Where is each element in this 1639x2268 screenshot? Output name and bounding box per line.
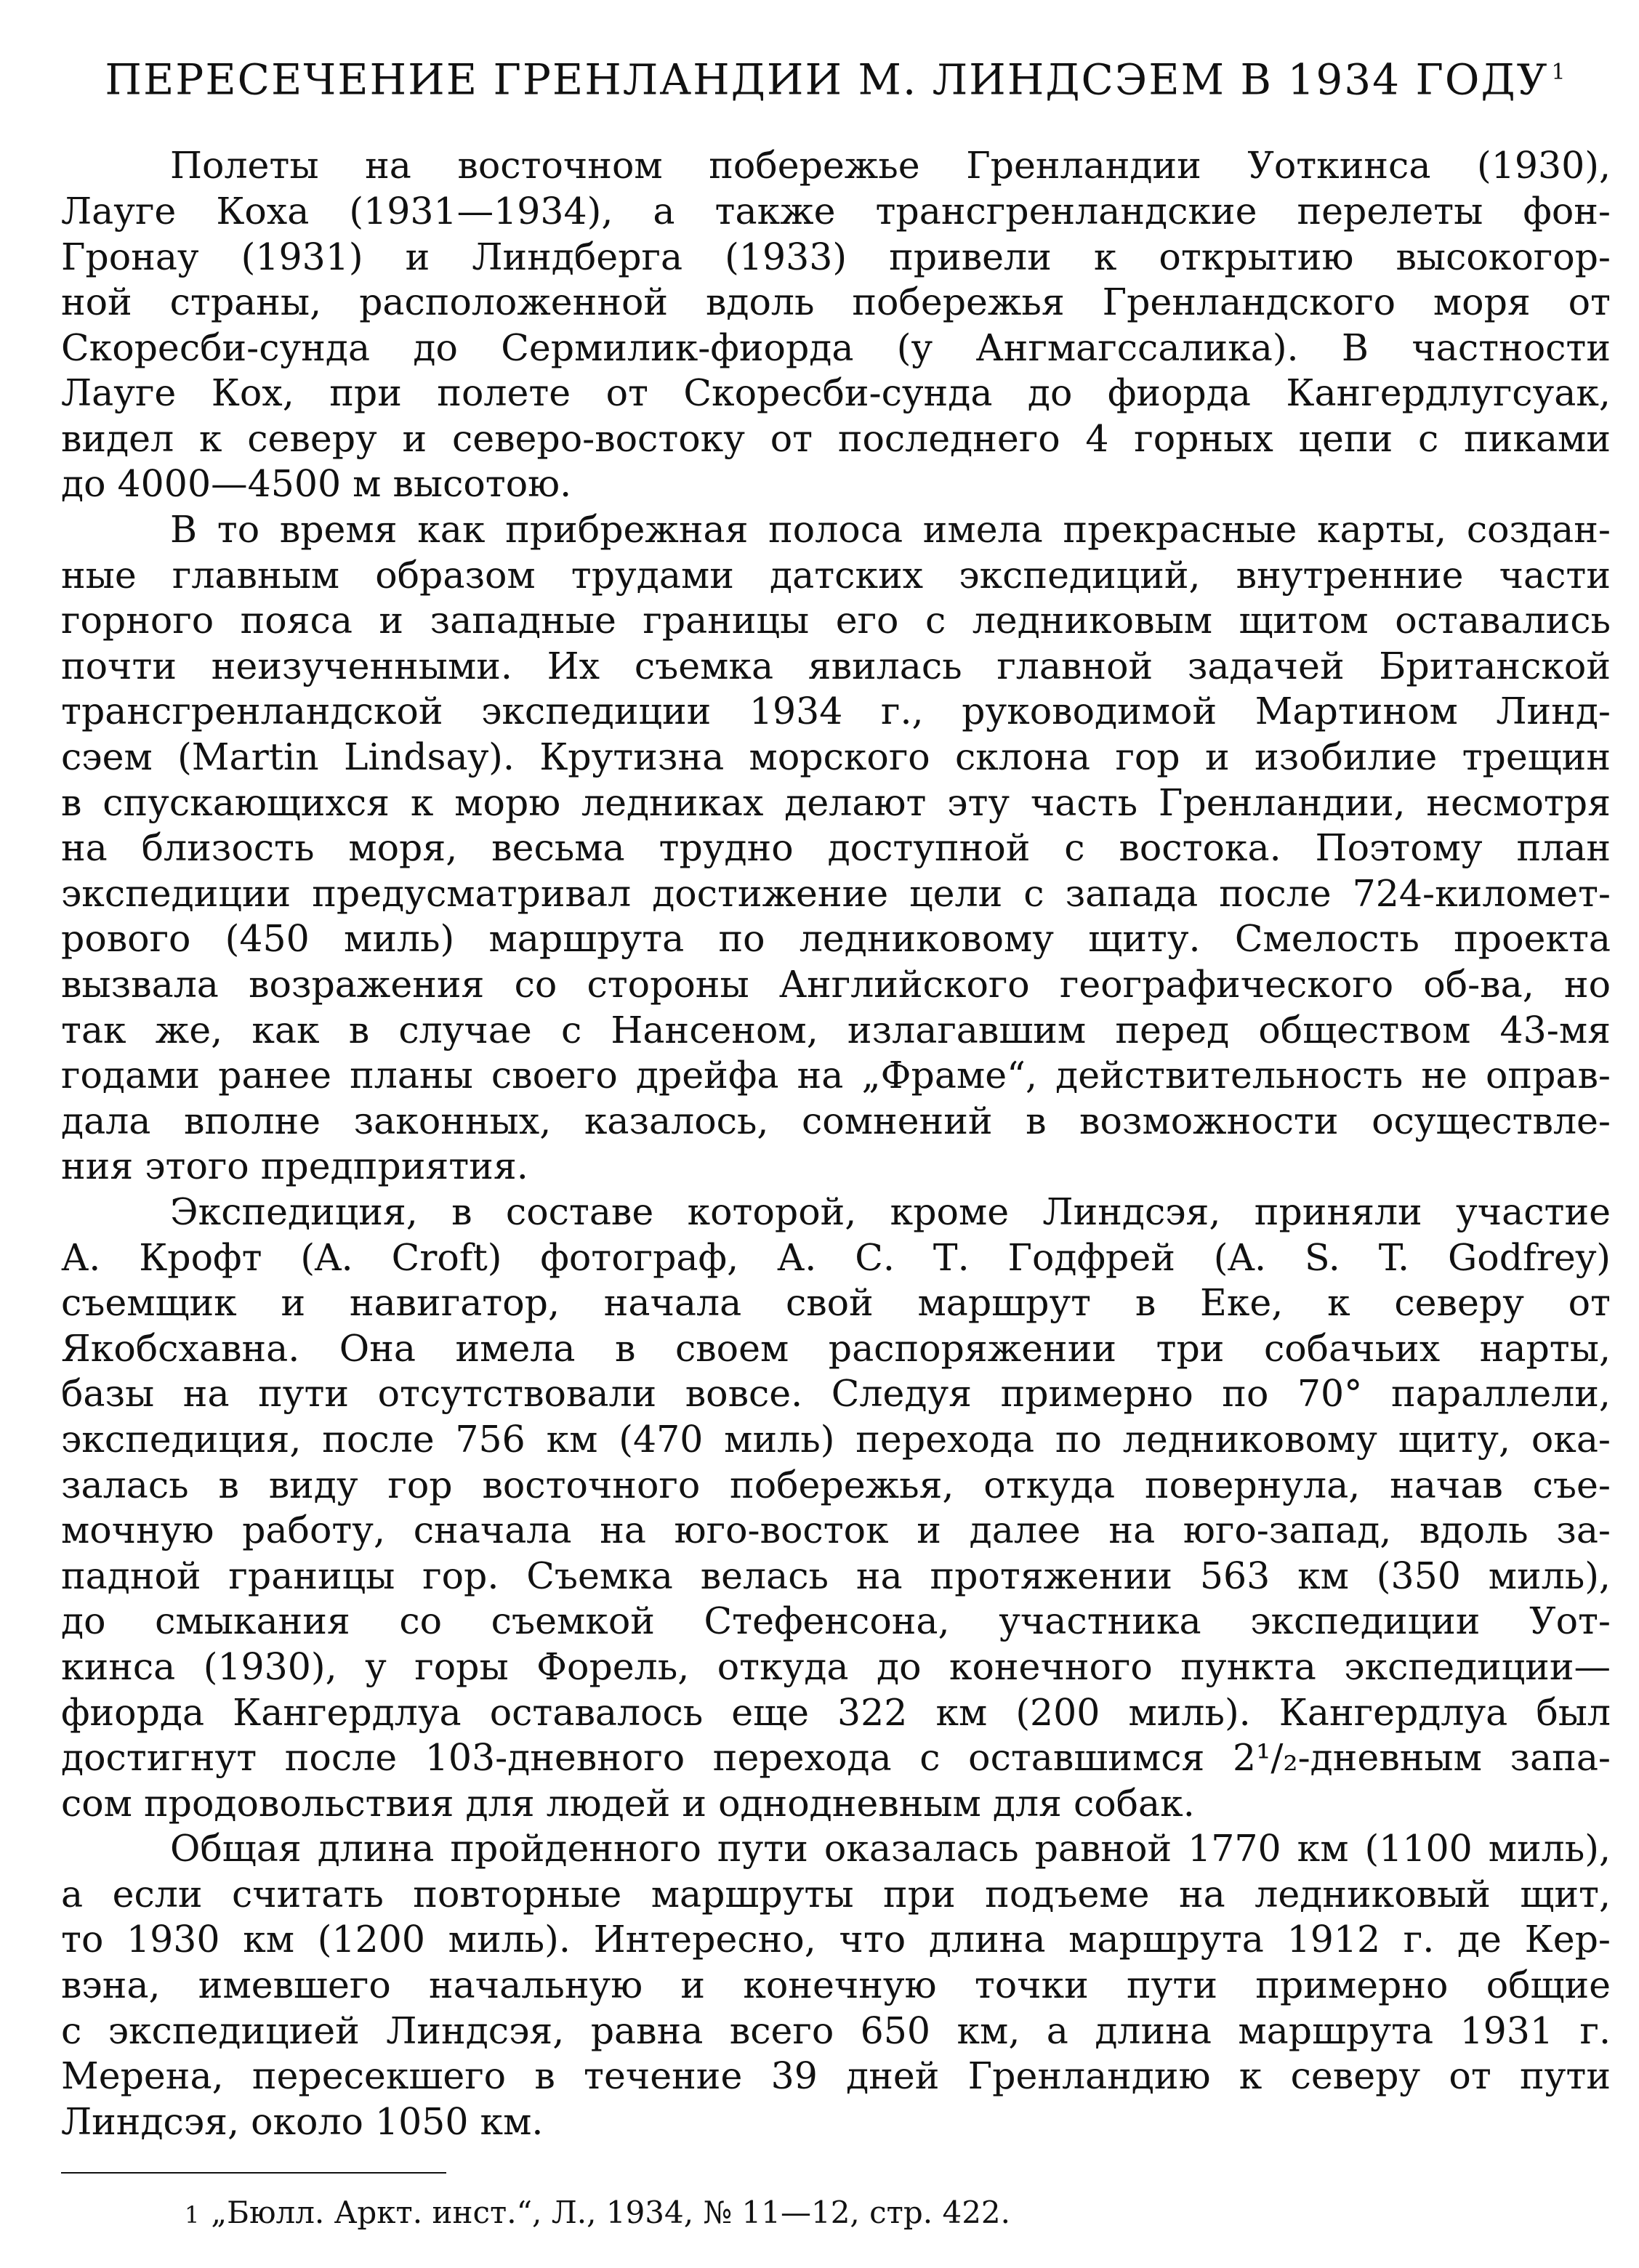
text-line: кинса (1930), у горы Форель, откуда до конечного пункта экспедиции— bbox=[61, 1644, 1611, 1688]
text-line: фиорда Кангердлуа оставалось еще 322 км (200 миль). Кангердлуа был bbox=[61, 1690, 1611, 1734]
text-line: Мерена, пересекшего в течение 39 дней Гренландию к северу от пути bbox=[61, 2054, 1611, 2098]
paragraph bbox=[61, 143, 1611, 507]
text-line: с экспедицией Линдсэя, равна всего 650 км, а длина маршрута 1931 г. bbox=[61, 2009, 1611, 2052]
text-line: Лауге Коха (1931—1934), а также трансгренландские перелеты фон- bbox=[61, 189, 1611, 233]
text-line: рового (450 миль) маршрута по ледниковому щиту. Смелость проекта bbox=[61, 917, 1611, 961]
text-line: трансгренландской экспедиции 1934 г., руководимой Мартином Линд- bbox=[61, 690, 1611, 733]
footnote bbox=[185, 2192, 1611, 2235]
text-line: Общая длина пройденного пути оказалась равной 1770 км (1100 миль), bbox=[170, 1827, 1611, 1871]
title-text: ПЕРЕСЕЧЕНИЕ ГРЕНЛАНДИИ М. ЛИНДСЭЕМ В 1934 ГОДУ bbox=[105, 55, 1549, 105]
text-line: мочную работу, сначала на юго-восток и далее на юго-запад, вдоль за- bbox=[61, 1509, 1611, 1552]
paragraph bbox=[61, 507, 1611, 1190]
text-line: съемщик и навигатор, начала свой маршрут в Еке, к северу от bbox=[61, 1281, 1611, 1325]
text-line: вызвала возражения со стороны Английского географического об-ва, но bbox=[61, 963, 1611, 1006]
footnote-mark: 1 bbox=[185, 2201, 200, 2229]
text-line: падной границы гор. Съемка велась на протяжении 563 км (350 миль), bbox=[61, 1554, 1611, 1597]
text-line: вэна, имевшего начальную и конечную точки пути примерно общие bbox=[61, 1964, 1611, 2007]
text-line: в спускающихся к морю ледниках делают эту часть Гренландии, несмотря bbox=[61, 780, 1611, 824]
text-line: экспедиция, после 756 км (470 миль) перехода по ледниковому щиту, ока- bbox=[61, 1417, 1611, 1461]
document-page bbox=[61, 44, 1611, 2235]
text-line: то 1930 км (1200 миль). Интересно, что длина маршрута 1912 г. де Кер- bbox=[61, 1918, 1611, 1961]
text-line: Скоресби-сунда до Сермилик-фиорда (у Ангмагссалика). В частности bbox=[61, 326, 1611, 369]
text-line: сом продовольствия для людей и однодневным для собак. bbox=[61, 1781, 1195, 1825]
footnote-divider bbox=[61, 2172, 446, 2174]
text-line: сэем (Martin Lindsay). Крутизна морского склона гор и изобилие трещин bbox=[61, 735, 1611, 779]
text-line: достигнут после 103-дневного перехода с оставшимся 2¹/₂-дневным запа- bbox=[61, 1736, 1611, 1780]
text-line: почти неизученными. Их съемка явилась главной задачей Британской bbox=[61, 644, 1611, 687]
title-footnote-mark: 1 bbox=[1551, 60, 1567, 85]
text-line: ные главным образом трудами датских экспедиций, внутренние части bbox=[61, 553, 1611, 597]
text-line: а если считать повторные маршруты при подъеме на ледниковый щит, bbox=[61, 1872, 1611, 1916]
paragraph bbox=[61, 1826, 1611, 2144]
article-body bbox=[61, 143, 1611, 2144]
text-line: годами ранее планы своего дрейфа на „Фраме“, действительность не оправ- bbox=[61, 1054, 1611, 1097]
paragraph bbox=[61, 1190, 1611, 1826]
text-line: А. Крофт (A. Croft) фотограф, А. С. Т. Годфрей (A. S. T. Godfrey) bbox=[61, 1235, 1611, 1279]
text-line: залась в виду гор восточного побережья, откуда повернула, начав съе- bbox=[61, 1463, 1611, 1506]
text-line: Полеты на восточном побережье Гренландии Уоткинса (1930), bbox=[170, 144, 1611, 187]
text-line: Линдсэя, около 1050 км. bbox=[61, 2099, 544, 2143]
text-line: Лауге Кох, при полете от Скоресби-сунда до фиорда Кангердлугсуак, bbox=[61, 371, 1611, 415]
text-line: Экспедиция, в составе которой, кроме Линдсэя, приняли участие bbox=[170, 1190, 1611, 1233]
text-line: базы на пути отсутствовали вовсе. Следуя примерно по 70° параллели, bbox=[61, 1372, 1611, 1416]
text-line: дала вполне законных, казалось, сомнений в возможности осуществле- bbox=[61, 1099, 1611, 1142]
text-line: видел к северу и северо-востоку от последнего 4 горных цепи с пиками bbox=[61, 416, 1611, 460]
text-line: до смыкания со съемкой Стефенсона, участника экспедиции Уот- bbox=[61, 1599, 1611, 1643]
text-line: ния этого предприятия. bbox=[61, 1145, 528, 1188]
footnote-text: „Бюлл. Аркт. инст.“, Л., 1934, № 11—12, стр. 422. bbox=[211, 2195, 1010, 2231]
text-line: горного пояса и западные границы его с ледниковым щитом оставались bbox=[61, 599, 1611, 642]
text-line: так же, как в случае с Нансеном, излагавшим перед обществом 43-мя bbox=[61, 1008, 1611, 1052]
text-line: до 4000—4500 м высотою. bbox=[61, 462, 572, 506]
page-title bbox=[61, 44, 1611, 108]
text-line: ной страны, расположенной вдоль побережья Гренландского моря от bbox=[61, 281, 1611, 324]
text-line: экспедиции предусматривал достижение цели с запада после 724-километ- bbox=[61, 871, 1611, 915]
text-line: Якобсхавна. Она имела в своем распоряжении три собачьих нарты, bbox=[61, 1326, 1611, 1370]
text-line: на близость моря, весьма трудно доступной с востока. Поэтому план bbox=[61, 826, 1611, 870]
text-line: Гронау (1931) и Линдберга (1933) привели к открытию высокогор- bbox=[61, 235, 1611, 278]
text-line: В то время как прибрежная полоса имела прекрасные карты, создан- bbox=[170, 508, 1611, 552]
